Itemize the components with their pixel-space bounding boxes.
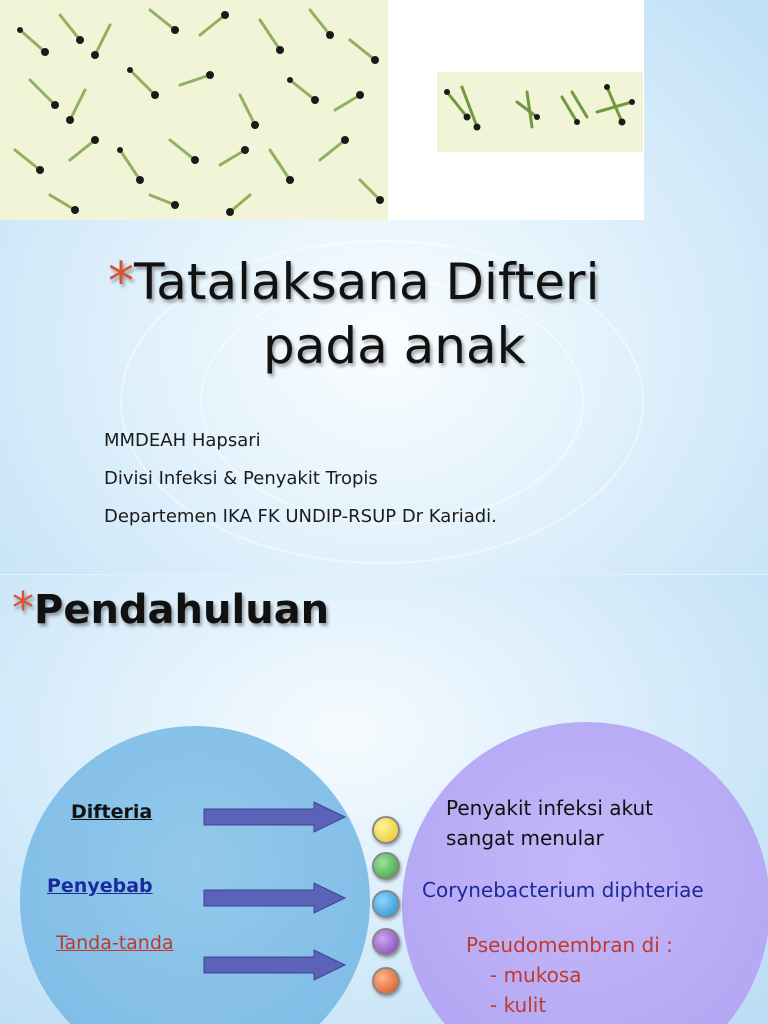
- micrograph-image-left: [0, 0, 388, 220]
- title-star-bullet: *: [12, 583, 34, 634]
- arrow-right-icon: [202, 801, 348, 833]
- bacteria-micrograph: [0, 0, 388, 220]
- blue-dot-icon: [372, 890, 400, 918]
- slide-1-subtitle: [104, 426, 497, 540]
- purple-dot-icon: [372, 928, 400, 956]
- difteria-definition: [446, 793, 653, 853]
- slide-2: [0, 575, 768, 1024]
- title-star-bullet: *: [108, 252, 134, 312]
- bacteria-micrograph-closeup: [437, 72, 643, 152]
- sign-item: - kulit: [490, 993, 547, 1017]
- micrograph-image-right: [437, 72, 643, 152]
- title-line-2: pada anak: [263, 317, 526, 375]
- author-name: MMDEAH Hapsari: [104, 430, 261, 451]
- yellow-dot-icon: [372, 816, 400, 844]
- slide-2-title: [12, 583, 329, 634]
- definition-line-1: Penyakit infeksi akut: [446, 796, 653, 820]
- label-penyebab: Penyebab: [47, 875, 153, 897]
- title-text: Pendahuluan: [34, 587, 330, 633]
- arrow-right-icon: [202, 949, 348, 981]
- title-line-1: Tatalaksana Difteri: [134, 253, 600, 311]
- department-name: Departemen IKA FK UNDIP-RSUP Dr Kariadi.: [104, 506, 497, 527]
- definition-line-2: sangat menular: [446, 826, 604, 850]
- orange-dot-icon: [372, 967, 400, 995]
- division-name: Divisi Infeksi & Penyakit Tropis: [104, 468, 378, 489]
- signs-title: Pseudomembran di :: [466, 933, 673, 957]
- cause-text: Corynebacterium diphteriae: [422, 878, 704, 902]
- green-dot-icon: [372, 852, 400, 880]
- signs-text: [466, 930, 673, 1020]
- arrow-right-icon: [202, 882, 348, 914]
- label-difteria: Difteria: [71, 801, 153, 823]
- label-tanda-tanda: Tanda-tanda: [56, 932, 174, 954]
- slide-1-title: [108, 250, 728, 378]
- sign-item: - mukosa: [490, 963, 582, 987]
